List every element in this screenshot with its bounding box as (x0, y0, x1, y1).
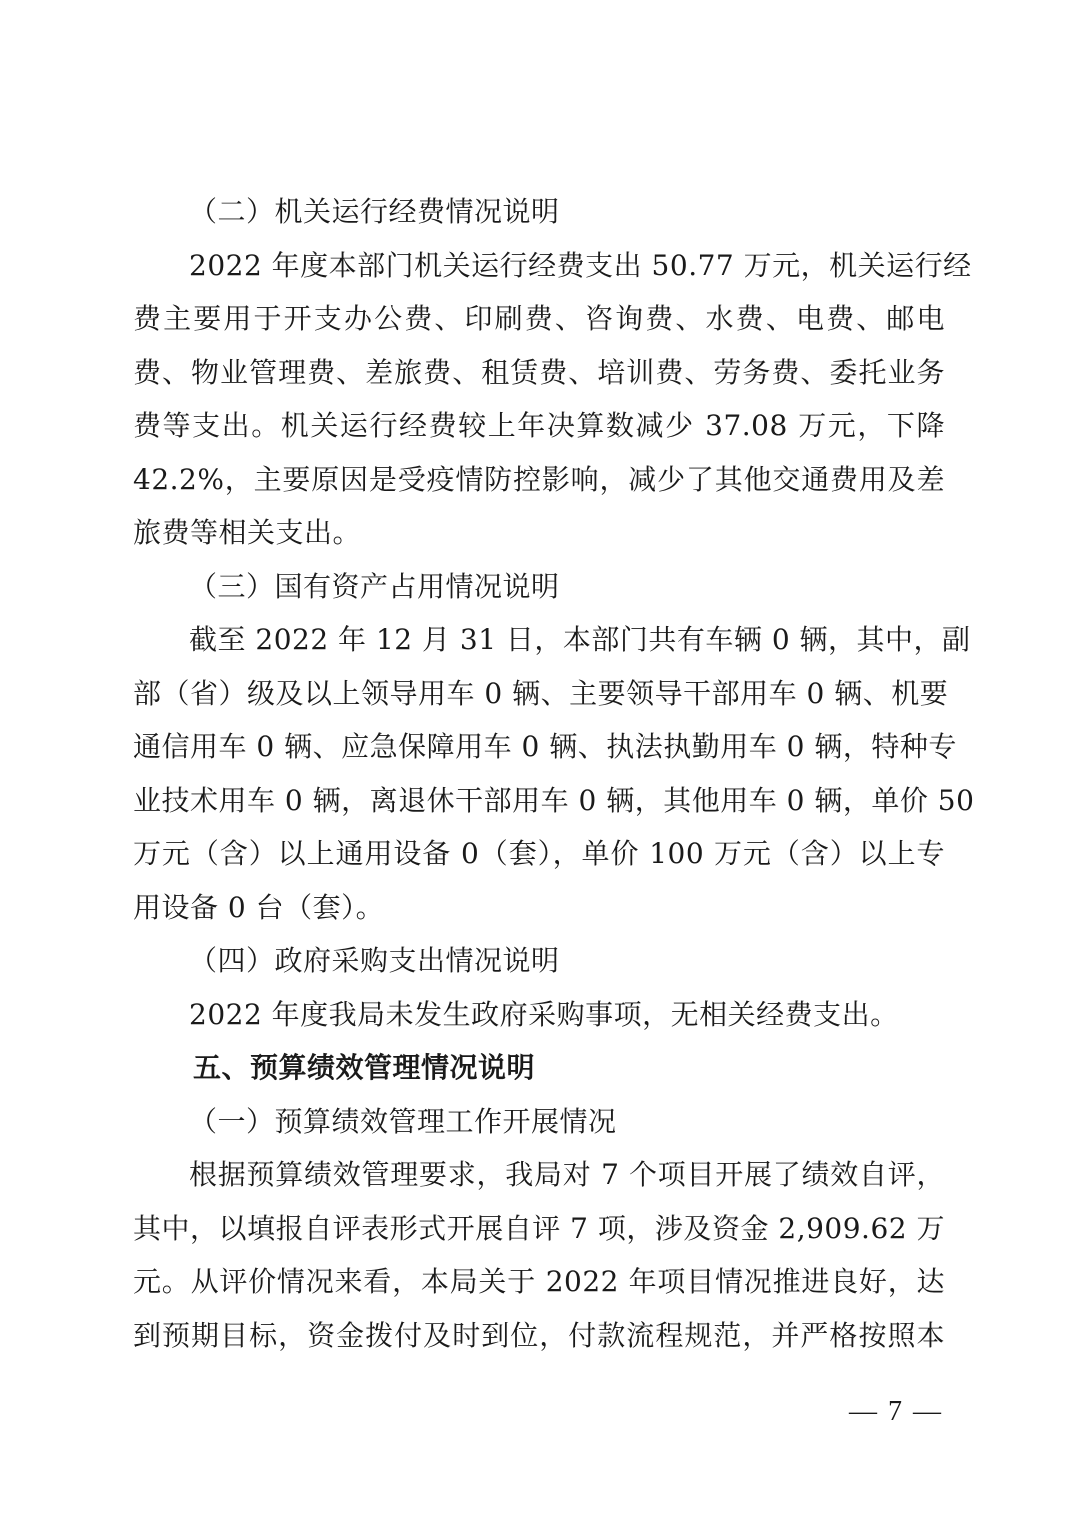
paragraph-line: 截至 2022 年 12 月 31 日，本部门共有车辆 0 辆，其中，副 (189, 623, 971, 656)
paragraph-line: 根据预算绩效管理要求，我局对 7 个项目开展了绩效自评， (189, 1158, 945, 1191)
section-heading-operating-expenses: （二）机关运行经费情况说明 (189, 195, 560, 228)
paragraph-line: 部（省）级及以上领导用车 0 辆、主要领导干部用车 0 辆、机要 (133, 676, 949, 710)
paragraph-line: 费等支出。机关运行经费较上年决算数减少 37.08 万元，下降 (133, 409, 945, 442)
paragraph-line: 费、物业管理费、差旅费、租赁费、培训费、劳务费、委托业务 (133, 355, 945, 389)
paragraph-line: 其中，以填报自评表形式开展自评 7 项，涉及资金 2,909.62 万 (133, 1211, 945, 1245)
paragraph-line: 2022 年度我局未发生政府采购事项，无相关经费支出。 (189, 997, 899, 1031)
paragraph-line: 万元（含）以上通用设备 0（套），单价 100 万元（含）以上专 (133, 837, 945, 870)
paragraph-line: 通信用车 0 辆、应急保障用车 0 辆、执法执勤用车 0 辆，特种专 (133, 730, 957, 763)
paragraph-line: 2022 年度本部门机关运行经费支出 50.77 万元，机关运行经 (189, 248, 972, 282)
paragraph-line: 费主要用于开支办公费、印刷费、咨询费、水费、电费、邮电 (133, 302, 945, 335)
page-number: — 7 — (849, 1396, 943, 1427)
paragraph-line: 到预期目标，资金拨付及时到位，付款流程规范，并严格按照本 (133, 1318, 945, 1352)
paragraph-line: 用设备 0 台（套）。 (133, 890, 385, 924)
paragraph-line: 元。从评价情况来看，本局关于 2022 年项目情况推进良好，达 (133, 1265, 945, 1298)
section-heading-performance-work: （一）预算绩效管理工作开展情况 (189, 1104, 617, 1138)
paragraph-line: 42.2%，主要原因是受疫情防控影响，减少了其他交通费用及差 (133, 462, 945, 496)
document-body (133, 185, 975, 1362)
paragraph-line: 旅费等相关支出。 (133, 516, 362, 549)
chapter-heading-performance-management: 五、预算绩效管理情况说明 (193, 1051, 536, 1084)
section-heading-government-procurement: （四）政府采购支出情况说明 (189, 944, 560, 977)
paragraph-line: 业技术用车 0 辆，离退休干部用车 0 辆，其他用车 0 辆，单价 50 (133, 783, 975, 817)
section-heading-state-assets: （三）国有资产占用情况说明 (189, 569, 560, 603)
